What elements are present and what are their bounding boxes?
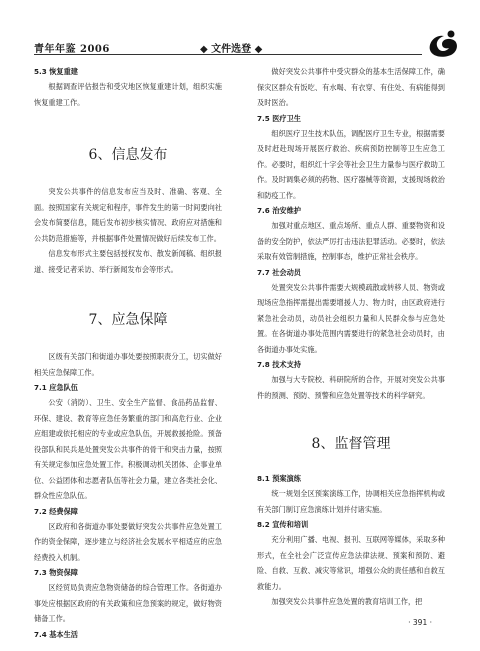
paragraph: 公安（消防）、卫生、安全生产监督、食品药品监督、环保、建设、教育等应急任务繁重的部门和高危行业、企业应组建或依托相应的专业或应急队伍，开展救援抢险。预备役部队和民兵是处置突发公共事件的骨干和突击力量，按照有关规定参加应急处置工作。积极调动机关团体、企事业单位、公益团体和志愿者队伍等社会力量，建立各类社会化、群众性应急队伍。 (34, 398, 222, 500)
yearbook-title: 青年年鉴 2006 (34, 44, 110, 55)
paragraph: 处置突发公共事件需要大规模疏散或转移人员、物资或现场应急指挥需提出需要增援人力、物力时，由区政府进行紧急社会动员，动员社会组织力量和人民群众参与应急处置。在各街道办事处范围内需要进行的紧急社会动员时，由各街道办事处实施。 (257, 282, 445, 354)
heading-5-3: 5.3 恢复重建 (34, 67, 78, 76)
page-number: · 391 · (408, 618, 432, 627)
heading-7-5: 7.5 医疗卫生 (257, 113, 301, 123)
heading-8: 8、监督管理 (311, 436, 391, 452)
paragraph: 区政府和各街道办事处要做好突发公共事件应急处置工作的资金保障，逐步建立与经济社会发展水平相适应的应急经费投入机制。 (34, 521, 222, 562)
paragraph: 组织医疗卫生技术队伍，调配医疗卫生专业，根据需要及时赶赴现场开展医疗救治、疾病预防控制等卫生应急工作。必要时，组织红十字会等社会卫生力量参与医疗救助工作。及时调集必须的药物、医疗器械等资源，支援现场救治和防疫工作。 (257, 128, 445, 200)
paragraph: 信息发布形式主要包括授权发布、散发新闻稿、组织报道、接受记者采访、举行新闻发布会等形式。 (34, 249, 222, 274)
heading-8-1: 8.1 预案演练 (257, 474, 301, 483)
paragraph: 充分利用广播、电视、报刊、互联网等媒体，采取多种形式，在全社会广泛宣传应急法律法规、预案和预防、避险、自救、互救、减灾等常识，增强公众的责任感和自救互救能力。 (257, 535, 445, 591)
heading-7-3: 7.3 物资保障 (34, 568, 78, 577)
heading-7-4: 7.4 基本生活 (34, 629, 78, 639)
paragraph: 区经贸局负责应急物资储备的综合管理工作。各街道办事处应根据区政府的有关政策和应急预案的规定，做好物资储备工作。 (34, 583, 222, 623)
heading-7: 7、应急保障 (88, 312, 168, 328)
paragraph: 突发公共事件的信息发布应当及时、准确、客观、全面。按照国家有关规定和程序，事件发生的第一时间要向社会发布简要信息，随后发布初步核实情况、政府应对措施和公共防范措施等，并根据事件处置情况做好后续发布工作。 (34, 187, 222, 243)
right-column (257, 64, 445, 610)
heading-8-2: 8.2 宣传和培训 (257, 520, 309, 529)
paragraph: 加强与大专院校、科研院所的合作，开展对突发公共事件的预测、预防、预警和应急处置等技术的科学研究。 (257, 375, 445, 400)
heading-6: 6、信息发布 (88, 147, 168, 163)
paragraph: 加强突发公共事件应急处置的教育培训工作，把 (271, 597, 423, 606)
heading-7-8: 7.8 技术支持 (257, 360, 301, 369)
yearbook-logo-icon (426, 28, 460, 58)
paragraph: 加强对重点地区、重点场所、重点人群、重要物资和设备的安全防护，依法严厉打击违法犯罪活动。必要时，依法采取有效管制措施，控制事态，维护正常社会秩序。 (257, 221, 445, 261)
heading-7-6: 7.6 治安维护 (257, 206, 301, 215)
paragraph: 根据调查评估报告和受灾地区恢复重建计划，组织实施恢复重建工作。 (34, 82, 222, 107)
header-rule (34, 54, 422, 55)
page-header (0, 0, 480, 58)
heading-7-7: 7.7 社会动员 (257, 267, 301, 277)
heading-7-2: 7.2 经费保障 (34, 506, 78, 516)
paragraph: 做好突发公共事件中受灾群众的基本生活保障工作，确保灾区群众有饭吃、有水喝、有衣穿、有住处、有病能得到及时医治。 (257, 67, 445, 107)
heading-7-1: 7.1 应急队伍 (34, 383, 78, 392)
paragraph: 统一规划全区预案演练工作，协调相关应急指挥机构或有关部门制订应急演练计划并付诸实施。 (257, 489, 445, 514)
left-column (34, 64, 222, 642)
paragraph: 区级有关部门和街道办事处要按照职责分工，切实做好相关应急保障工作。 (34, 352, 222, 377)
section-title: ◆ 文件选登 ◆ (200, 44, 263, 55)
